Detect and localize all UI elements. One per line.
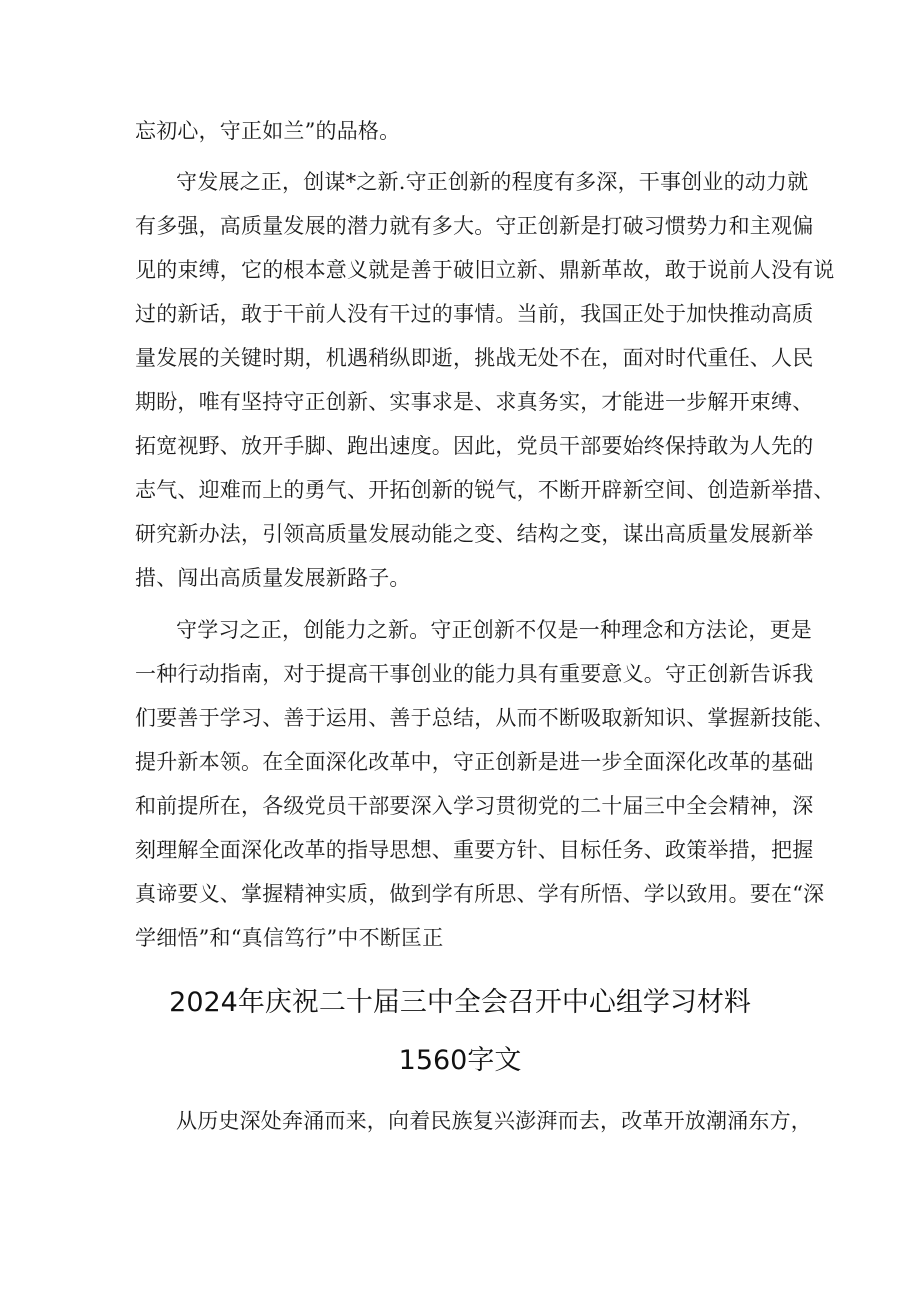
paragraph-line: 提升新本领。在全面深化改革中，守正创新是进一步全面深化改革的基础 — [135, 750, 814, 774]
paragraph-line: 志气、迎难而上的勇气、开拓创新的锐气，不断开辟新空间、创造新举措、 — [135, 478, 835, 502]
paragraph-line: 过的新话，敢于干前人没有干过的事情。当前，我国正处于加快推动高质 — [135, 302, 814, 326]
paragraph-line: 真谛要义、掌握精神实质，做到学有所思、学有所悟、学以致用。要在“深 — [135, 882, 825, 906]
paragraph-line: 有多强，高质量发展的潜力就有多大。守正创新是打破习惯势力和主观偏 — [135, 214, 814, 238]
paragraph-line: 学细悟”和“真信笃行”中不断匡正 — [135, 926, 444, 950]
document-subtitle: 1560字文 — [398, 1045, 522, 1076]
paragraph-line: 忘初心，守正如兰”的品格。 — [135, 119, 401, 143]
paragraph-line: 刻理解全面深化改革的指导思想、重要方针、目标任务、政策举措，把握 — [135, 838, 814, 862]
paragraph-line: 措、闯出高质量发展新路子。 — [135, 566, 411, 590]
paragraph-line: 见的束缚，它的根本意义就是善于破旧立新、鼎新革故，敢于说前人没有说 — [135, 258, 835, 282]
paragraph-line: 守学习之正，创能力之新。守正创新不仅是一种理念和方法论，更是 — [176, 618, 812, 642]
paragraph-line: 一种行动指南，对于提高干事创业的能力具有重要意义。守正创新告诉我 — [135, 662, 814, 686]
paragraph-line: 们要善于学习、善于运用、善于总结，从而不断吸取新知识、掌握新技能、 — [135, 706, 835, 730]
paragraph-line: 研究新办法，引领高质量发展动能之变、结构之变，谋出高质量发展新举 — [135, 522, 814, 546]
document-title: 2024年庆祝二十届三中全会召开中心组学习材料 — [169, 987, 751, 1018]
paragraph-line: 和前提所在，各级党员干部要深入学习贯彻党的二十届三中全会精神，深 — [135, 794, 814, 818]
paragraph-line: 守发展之正，创谋*之新.守正创新的程度有多深，干事创业的动力就 — [176, 170, 809, 194]
paragraph-line: 拓宽视野、放开手脚、跑出速度。因此，党员干部要始终保持敢为人先的 — [135, 434, 814, 458]
paragraph-line: 从历史深处奔涌而来，向着民族复兴澎湃而去，改革开放潮涌东方， — [176, 1109, 812, 1133]
paragraph-line: 量发展的关键时期，机遇稍纵即逝，挑战无处不在，面对时代重任、人民 — [135, 346, 814, 370]
paragraph-line: 期盼，唯有坚持守正创新、实事求是、求真务实，才能进一步解开束缚、 — [135, 390, 814, 414]
